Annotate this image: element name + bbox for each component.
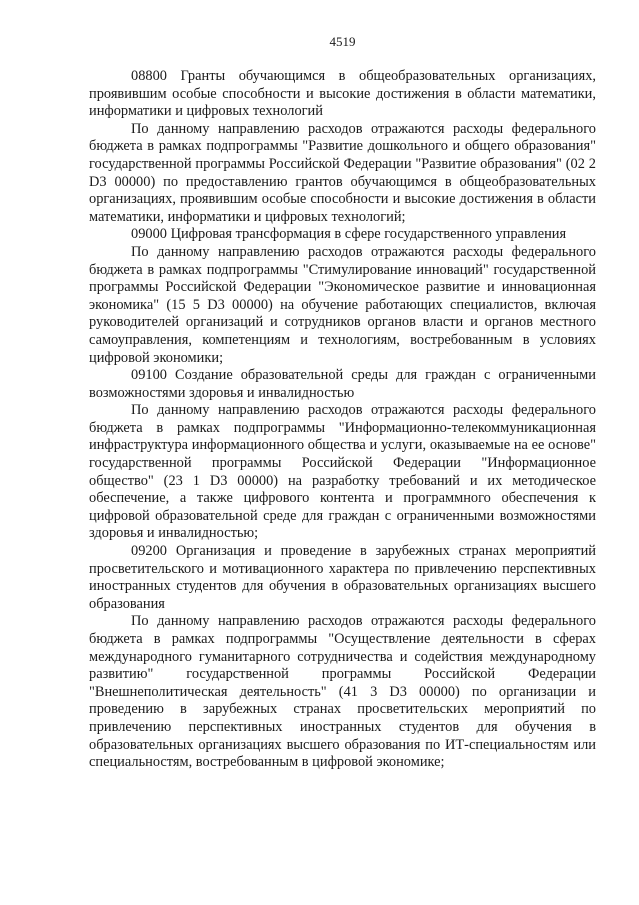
document-body	[89, 68, 596, 772]
section-description-09000: По данному направлению расходов отражаются расходы федерального бюджета в рамках подпрограммы "Стимулирование инноваций" государственной программы Российской Федерации "Экономическое развитие и инновационная экономика" (15 5 D3 00000) на обучение работающих специалистов, включая руководителей организаций и сотрудников органов власти и органов местного самоуправления, компетенциям и технологиям, востребованным в условиях цифровой экономики;	[89, 243, 596, 366]
section-heading-08800: 08800 Гранты обучающимся в общеобразовательных организациях, проявившим особые способности и высокие достижения в области математики, информатики и цифровых технологий	[89, 68, 596, 120]
section-description-09100: По данному направлению расходов отражаются расходы федерального бюджета в рамках подпрограммы "Информационно-телекоммуникационная инфраструктура информационного общества и услуги, оказываемые на ее основе" государственной программы Российской Федерации "Информационное общество" (23 1 D3 00000) на разработку требований и их методическое обеспечение, а также цифрового контента и программного обеспечения к цифровой образовательной среде для граждан с ограниченными возможностями здоровья и инвалидностью;	[89, 402, 596, 542]
section-heading-09200: 09200 Организация и проведение в зарубежных странах мероприятий просветительского и мотивационного характера по привлечению перспективных иностранных студентов для обучения в образовательных организациях высшего образования	[89, 543, 596, 612]
section-description-08800: По данному направлению расходов отражаются расходы федерального бюджета в рамках подпрограммы "Развитие дошкольного и общего образования" государственной программы Российской Федерации "Развитие образования" (02 2 D3 00000) по предоставлению грантов обучающимся в общеобразовательных организациях, проявившим особые способности и высокие достижения в области математики, информатики и цифровых технологий;	[89, 120, 596, 225]
page-number: 4519	[329, 34, 356, 49]
section-description-09200: По данному направлению расходов отражаются расходы федерального бюджета в рамках подпрограммы "Осуществление деятельности в сферах международного гуманитарного сотрудничества и содействия международному развитию" государственной программы Российской Федерации "Внешнеполитическая деятельность" (41 3 D3 00000) по организации и проведению в зарубежных странах просветительских мероприятий по привлечению перспективных иностранных студентов для обучения в образовательных организациях высшего образования по ИТ-специальностям или специальностям, востребованным в цифровой экономике;	[89, 613, 596, 771]
section-heading-09100: 09100 Создание образовательной среды для граждан с ограниченными возможностями здоровья и инвалидностью	[89, 367, 596, 401]
section-heading-09000: 09000 Цифровая трансформация в сфере государственного управления	[131, 226, 567, 243]
